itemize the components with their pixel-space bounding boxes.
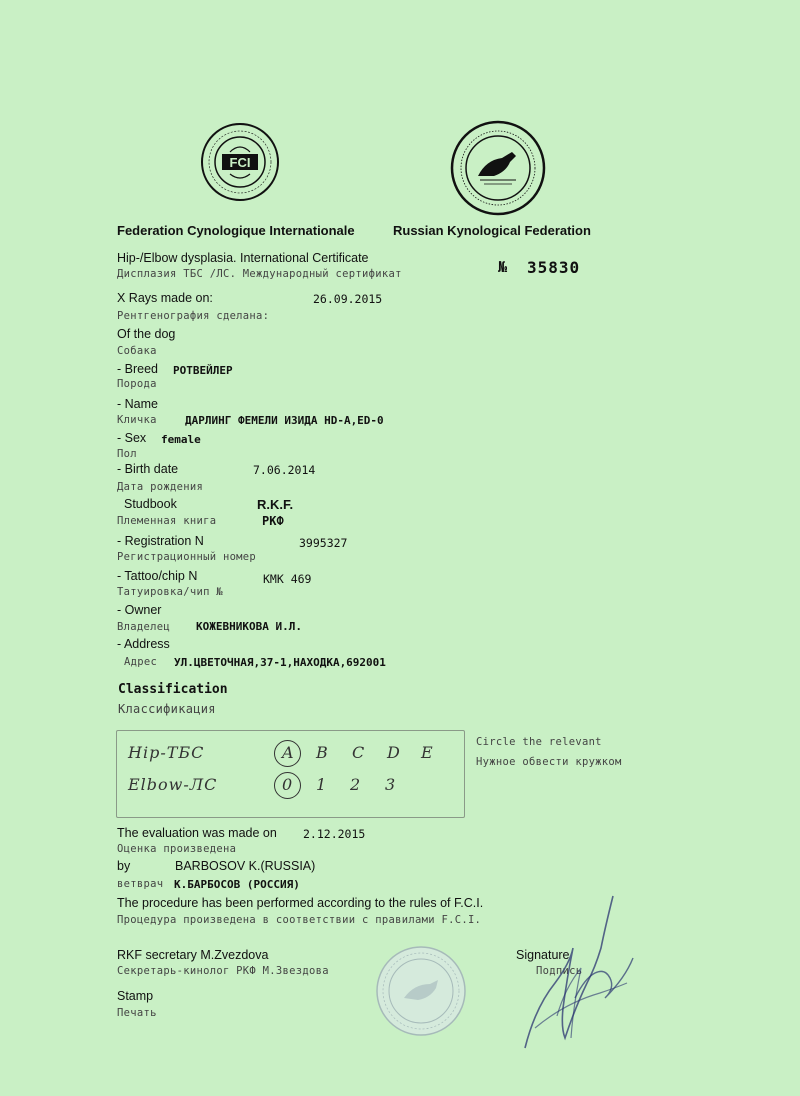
sex-value: female	[161, 433, 201, 446]
certificate-title: Hip-/Elbow dysplasia. International Certificate	[117, 251, 369, 265]
name-label-ru: Кличка	[117, 414, 157, 426]
owner-label-ru: Владелец	[117, 621, 170, 633]
tattoo-label-ru: Татуировка/чип №	[117, 586, 223, 598]
rkf-logo	[450, 120, 546, 216]
owner-label: - Owner	[117, 603, 162, 617]
elbow-selected-circle	[274, 772, 301, 799]
procedure-text: The procedure has been performed according to the rules of F.C.I.	[117, 896, 484, 910]
procedure-text-ru: Процедура произведена в соответствии с правилами F.C.I.	[117, 914, 482, 926]
hip-grade-a: A	[282, 743, 294, 762]
elbow-grade-2: 2	[350, 775, 361, 794]
studbook-value-ru: РКФ	[262, 514, 284, 528]
hip-selected-circle	[274, 740, 301, 767]
secretary-label-ru: Секретарь-кинолог РКФ М.Звездова	[117, 965, 329, 977]
birth-date-label: - Birth date	[117, 462, 179, 476]
name-label: - Name	[117, 397, 158, 411]
address-label: - Address	[117, 637, 170, 651]
rkf-stamp	[374, 944, 468, 1038]
birth-date-value: 7.06.2014	[253, 463, 316, 477]
certificate-number: 35830	[527, 258, 581, 277]
evaluation-date: 2.12.2015	[303, 827, 366, 841]
dog-label: Of the dog	[117, 327, 176, 341]
certificate-title-ru: Дисплазия ТБС /ЛС. Международный сертификат	[117, 268, 402, 280]
elbow-grade-0: 0	[282, 775, 293, 794]
fci-org-name: Federation Cynologique Internationale	[117, 223, 355, 238]
hip-label: Hip-ТБС	[128, 743, 205, 762]
tattoo-value: КМК 469	[263, 572, 312, 586]
secretary-label: RKF secretary M.Zvezdova	[117, 948, 269, 962]
birth-date-label-ru: Дата рождения	[117, 481, 204, 493]
elbow-grade-1: 1	[316, 775, 327, 794]
by-label-ru: ветврач	[117, 878, 164, 890]
hip-grade-d: D	[387, 743, 400, 762]
tattoo-label: - Tattoo/chip N	[117, 569, 198, 583]
certificate-number-label: №	[498, 258, 508, 276]
breed-label: - Breed	[117, 362, 158, 376]
breed-label-ru: Порода	[117, 378, 157, 390]
registration-value: 3995327	[299, 536, 348, 550]
xrays-date: 26.09.2015	[313, 292, 383, 306]
owner-value: КОЖЕВНИКОВА И.Л.	[196, 620, 302, 633]
signature-label-ru: Подпись	[536, 965, 583, 977]
hip-grade-c: C	[352, 743, 365, 762]
hip-grade-b: B	[316, 743, 328, 762]
by-label: by	[117, 859, 131, 873]
dog-label-ru: Собака	[117, 345, 157, 357]
evaluation-label-ru: Оценка произведена	[117, 843, 237, 855]
xrays-label: X Rays made on:	[117, 291, 213, 305]
classification-title-ru: Классификация	[118, 702, 216, 716]
stamp-label: Stamp	[117, 989, 154, 1003]
evaluation-label: The evaluation was made on	[117, 826, 277, 840]
name-value: ДАРЛИНГ ФЕМЕЛИ ИЗИДА HD-A,ED-0	[185, 414, 384, 427]
hip-grade-e: E	[421, 743, 433, 762]
address-value: УЛ.ЦВЕТОЧНАЯ,37-1,НАХОДКА,692001	[174, 656, 386, 669]
handwritten-signature	[515, 888, 645, 1058]
studbook-value: R.K.F.	[257, 497, 294, 512]
fci-logo	[200, 122, 280, 202]
sex-label: - Sex	[117, 431, 147, 445]
breed-value: РОТВЕЙЛЕР	[173, 364, 233, 377]
circle-note: Circle the relevant	[476, 736, 602, 748]
stamp-label-ru: Печать	[117, 1007, 157, 1019]
signature-label: Signature	[516, 948, 570, 962]
registration-label-ru: Регистрационный номер	[117, 551, 257, 563]
studbook-label-ru: Племенная книга	[117, 515, 217, 527]
elbow-grade-3: 3	[385, 775, 396, 794]
evaluator-name-ru: К.БАРБОСОВ (РОССИЯ)	[174, 878, 300, 891]
address-label-ru: Адрес	[124, 656, 158, 668]
studbook-label: Studbook	[124, 497, 177, 511]
xrays-label-ru: Рентгенография сделана:	[117, 310, 270, 322]
classification-title: Classification	[118, 682, 228, 697]
registration-label: - Registration N	[117, 534, 204, 548]
circle-note-ru: Нужное обвести кружком	[476, 756, 622, 768]
rkf-org-name: Russian Kynological Federation	[393, 223, 591, 238]
sex-label-ru: Пол	[117, 448, 137, 460]
evaluator-name: BARBOSOV K.(RUSSIA)	[175, 859, 316, 873]
fci-logo-text: FCI	[229, 155, 251, 170]
elbow-label: Elbow-ЛС	[128, 775, 218, 794]
